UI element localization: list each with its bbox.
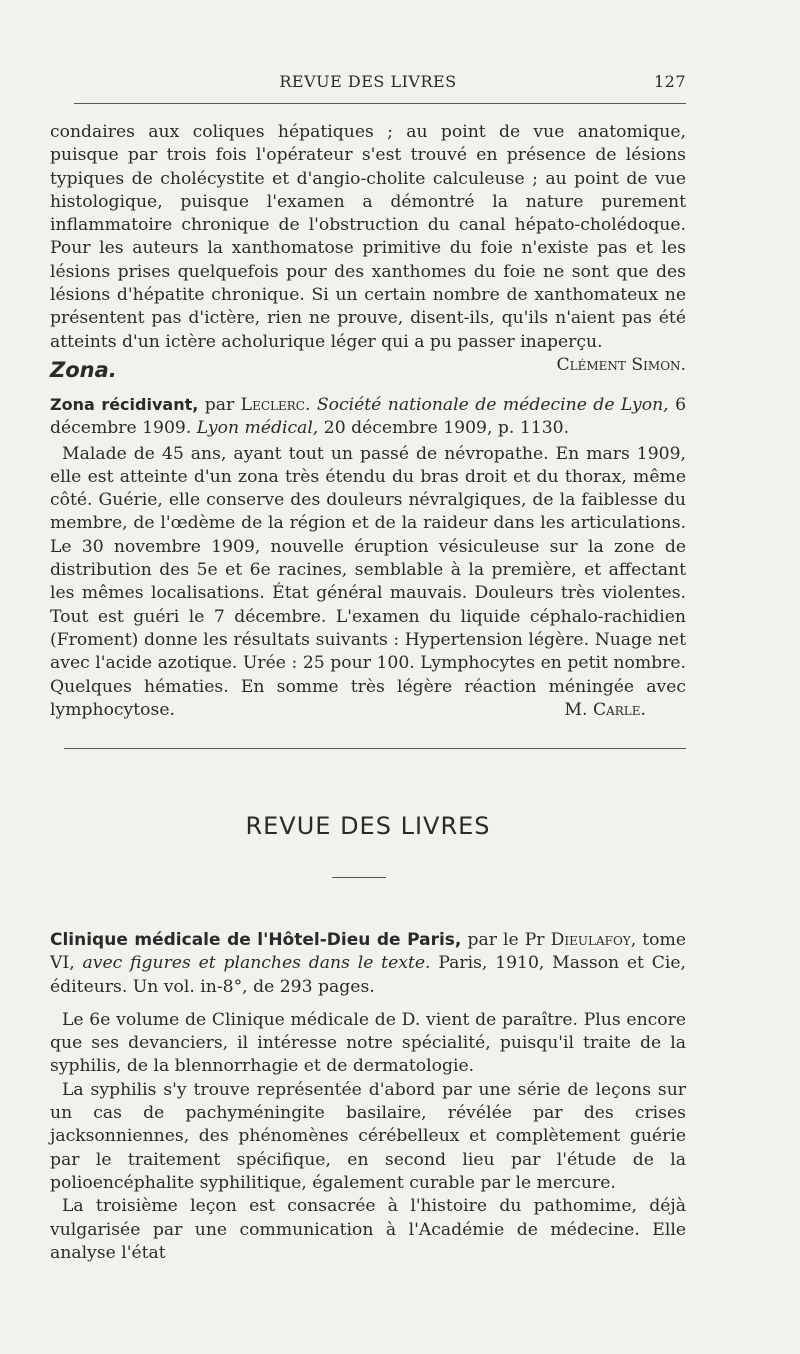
zona-citation — [50, 393, 686, 441]
section-title-zona: Zona. — [50, 358, 117, 382]
section-divider — [64, 748, 686, 749]
zona-journal-1: Société nationale de médecine de Lyon, — [316, 395, 669, 415]
header-rule — [74, 103, 686, 104]
book-publication: Paris, 1910, Masson et Cie, éditeurs. Un vol. in-8°, de 293 pages. — [50, 953, 687, 997]
title-short-rule — [332, 877, 386, 878]
signature-carle: M. Carle. — [564, 699, 646, 720]
book-title: Clinique médicale de l'Hôtel-Dieu de Paris, — [50, 930, 462, 950]
running-title: REVUE DES LIVRES — [279, 72, 457, 91]
review-paragraph-3: La troisième leçon est consacrée à l'histoire du pathomime, déjà vulgarisée par une communication à l'Académie de médecine. Elle analyse l'état — [50, 1196, 686, 1263]
zona-article — [50, 393, 686, 722]
revue-heading: REVUE DES LIVRES — [245, 812, 491, 840]
zona-date-2: 20 décembre 1909, p. 1130. — [323, 418, 570, 439]
zona-by: par — [204, 395, 235, 415]
page-number: 127 — [653, 72, 686, 91]
continued-article — [50, 121, 686, 377]
book-by: par le Pr — [467, 930, 545, 950]
zona-author: Leclerc. — [240, 395, 311, 415]
review-paragraph-2: La syphilis s'y trouve représentée d'abord par une série de leçons sur un cas de pachyméningite basilaire, révélée par des crises jacksonniennes, des phénomènes cérébelleux et complètement guérie par le traitement spécifique, en second lieu par l'étude de la polioencéphalite syphilitique, également curable par le mercure. — [50, 1079, 686, 1193]
zona-body-text: Malade de 45 ans, ayant tout un passé de névropathe. En mars 1909, elle est atteinte d'un zona très étendu du bras droit et du thorax, même côté. Guérie, elle conserve des douleurs névralgiques, de la faiblesse du membre, de l'œdème de la région et de la raideur dans les articulations. Le 30 novembre 1909, nouvelle éruption vésiculeuse sur la zone de distribution des 5e et 6e racines, semblable à la première, et affectant les mêmes localisations. État général mauvais. Douleurs très violentes. Tout est guéri le 7 décembre. L'examen du liquide céphalo-rachidien (Froment) donne les résultats suivants : Hypertension légère. Nuage net avec l'acide azotique. Urée : 25 pour 100. Lymphocytes en petit nombre. Quelques hématies. En somme très légère réaction méningée avec lymphocytose. — [50, 443, 686, 720]
zona-date-1: 6 décembre 1909. — [50, 395, 686, 439]
book-figures: avec figures et planches dans le texte. — [82, 953, 431, 974]
continued-text: condaires aux coliques hépatiques ; au point de vue anatomique, puisque par trois fois l'opérateur s'est trouvé en présence de lésions typiques de cholécystite et d'angio-cholite calculeuse ; au point de vue histologique, puisque l'examen a démontré la nature purement inflammatoire chronique de l'obstruction du canal hépato-cholédoque. Pour les auteurs la xanthomatose primitive du foie n'existe pas et les lésions prises quelquefois pour des xanthomes du foie ne sont que des lésions d'hépatite chronique. Si un certain nombre de xanthomateux ne présentent pas d'ictère, rien ne prouve, disent-ils, qu'ils n'aient pas été atteints d'un ictère acholurique léger qui a pu passer inaperçu. — [50, 122, 686, 352]
zona-journal-2: Lyon médical, — [196, 418, 319, 439]
zona-body — [50, 443, 686, 723]
review-paragraph-1: Le 6e volume de Clinique médicale de D. vient de paraître. Plus encore que ses devanciers, il intéresse notre spécialité, puisqu'il traite de la syphilis, de la blennorrhagie et de dermatologie. — [50, 1009, 686, 1077]
running-header — [50, 70, 686, 94]
book-author: Dieulafoy, — [550, 930, 637, 950]
signature-simon: Clément Simon. — [556, 354, 686, 375]
book-review — [50, 929, 686, 1265]
book-citation — [50, 929, 686, 999]
book-tome: tome VI, — [50, 930, 686, 974]
zona-article-title: Zona récidivant, — [50, 395, 199, 414]
